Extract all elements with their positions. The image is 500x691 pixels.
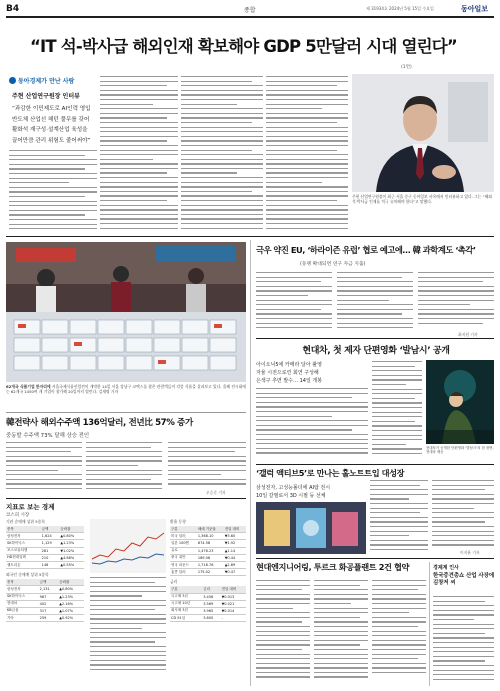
column-header: 종목 [6, 579, 39, 586]
science-byline: 최지원 기자 [458, 332, 478, 337]
subhead-line: 반도체 산업선 해턴 풀무를 갖어 [12, 116, 90, 123]
markets-notes [90, 577, 166, 677]
table [170, 586, 246, 622]
cell: SK하이닉스 [6, 540, 41, 547]
cell: 3.569 [202, 600, 220, 607]
galaxy-body-col-1 [370, 480, 428, 556]
cell: 국고채 10년 [170, 600, 202, 607]
subhead-line: 자율 시전으로린 회연 구성해 [256, 370, 319, 376]
column-header: 전일 대비 [221, 586, 246, 593]
cell: ▲2.16% [58, 600, 84, 607]
exports-body-col-1 [6, 442, 82, 494]
film-still-illustration [426, 360, 494, 444]
portrait-illustration [352, 74, 494, 192]
cell: 삼성전자 [6, 533, 41, 540]
engineering-headline: 현대엔지니어링, 투르크 화공플랜트 2건 협약 [256, 562, 409, 572]
column-header: 금리 [202, 586, 220, 593]
cell: 1,129 [41, 540, 60, 547]
market-table-3 [170, 519, 246, 622]
galaxy-byline: 이지윤 기자 [460, 550, 480, 555]
caption-credit: 김재명 기자 [98, 389, 119, 394]
cell: 1,476.23 [197, 547, 224, 554]
header-rule [6, 16, 494, 18]
table [6, 526, 84, 569]
table [170, 526, 246, 576]
cell: 회사채 3년 [170, 607, 202, 614]
rule [256, 558, 494, 559]
market-table-2 [90, 519, 166, 677]
cell: ▲4.68% [59, 554, 84, 561]
lead-photo-caption: 주현 산업연구원장이 최근 서울 중구 동아일보 사옥에서 인터뷰하고 있다. 그는 “해외 석·박사급 인재를 적극 유치해야 한다”고 말했다. [352, 194, 492, 204]
cell: ▲2.89 [224, 561, 246, 568]
table-row [6, 547, 84, 554]
lead-body-col-4 [266, 76, 348, 230]
rule [256, 338, 494, 339]
table [6, 579, 84, 622]
cell: 현대차 [6, 600, 39, 607]
table-row [170, 615, 246, 622]
table-row [6, 586, 84, 593]
table-row [6, 533, 84, 540]
column-header: 금액 [39, 579, 59, 586]
galaxy-subheads [256, 484, 366, 500]
interviewee-name: 주현 산업연구원장 인터뷰 [12, 93, 80, 100]
film-still-caption: 현대차가 공개한 단편영화 ‘발남시’의 한 장면. 현대차 제공 [426, 446, 494, 455]
subhead-line: 10일 갈필로서 3D 시필 등 선체 [256, 493, 326, 499]
cell: CD 91일 [170, 615, 202, 622]
page-header [6, 4, 494, 15]
table-caption: 금리 [170, 579, 178, 585]
table-row [6, 554, 84, 561]
column-header: 금액 [41, 526, 60, 533]
table-header-row [170, 586, 246, 593]
interview-icon [9, 77, 16, 84]
cell: 210 [41, 554, 60, 561]
cell: ▲1.14 [224, 547, 246, 554]
column-label [9, 75, 81, 85]
subhead-line: 아이오닉5에 카메라 달아 촬영 [256, 362, 322, 368]
cell: ▼0.44 [224, 554, 246, 561]
table-row [6, 593, 84, 600]
cell: ▼0.021 [221, 600, 246, 607]
cell: ▲0.55% [59, 561, 84, 568]
page-number: B4 [6, 4, 20, 14]
lead-bottom-rule [6, 236, 494, 237]
table-caption: 기관 순매매 상위 5종목 [6, 519, 46, 524]
cell: ▼1.92 [224, 540, 246, 547]
cell: 402 [39, 600, 59, 607]
cell: ▲1.23% [59, 540, 84, 547]
cell: 중국 위안 [170, 554, 197, 561]
cell: ▲0.92% [58, 615, 84, 622]
table-row [6, 600, 84, 607]
cell: 1,624 [41, 533, 60, 540]
column-divider [250, 240, 251, 686]
table-row [170, 593, 246, 600]
hyundai-body-col-2 [372, 361, 422, 458]
cell: 281 [41, 547, 60, 554]
cell: 148 [41, 561, 60, 568]
table-header-row [170, 526, 246, 533]
cell: 포스코퓨처엠 [6, 547, 41, 554]
market-illustration [6, 242, 246, 382]
cell: 1,718.76 [197, 561, 224, 568]
table-caption: 환율 동향 [170, 519, 186, 524]
lead-body-col-1 [9, 150, 97, 230]
table-row [170, 540, 246, 547]
cell: 3.965 [202, 607, 220, 614]
table-row [170, 561, 246, 568]
engineering-body-col-1 [256, 580, 310, 684]
cell: SK하이닉스 [6, 593, 39, 600]
galaxy-headline: ‘갤럭 액티브5’로 만나는 홀노트트입 대성장 [256, 468, 405, 478]
cell: ▼0.47 [224, 569, 246, 576]
market-table-1 [6, 519, 84, 622]
table-header-row [6, 579, 84, 586]
galaxy-illustration [256, 502, 366, 554]
galaxy-body-col-2 [432, 480, 494, 550]
column-label-text: 동아경제가 만난 사람 [18, 77, 75, 85]
table-row [170, 533, 246, 540]
column-header: 등락률 [59, 526, 84, 533]
section-name: 종합 [244, 7, 256, 14]
markets-title: 지표로 보는 경제 [6, 503, 55, 511]
index-chart-label [90, 519, 166, 573]
cell: ▼1.02% [59, 547, 84, 554]
cell: 3.600 [202, 615, 220, 622]
table-row [170, 600, 246, 607]
science-body-col-1 [256, 272, 332, 332]
science-headline: 극우 약진 EU, ‘하라이즌 유럽’ 협로 예고에… 韓 과학계도 ‘촉각’ [256, 245, 476, 255]
cell: ▲0.80% [58, 586, 84, 593]
cell: 3.456 [202, 593, 220, 600]
table-row [170, 547, 246, 554]
cell: 2,131 [39, 586, 59, 593]
caption-text: 서울국제식품산업전이 개막한 14일 서울 강남구 코엑스를 찾은 관람객들이 각종 식품을 살펴보고 있다. 올해 전시회에는 62개국 1450여 개 기업이 참가해 20일까지 열린다. [6, 384, 246, 394]
table-row [170, 554, 246, 561]
lead-headline-text: “IT 석-박사급 해외인재 확보해야 GDP 5만달러 시대 열린다” [30, 37, 457, 56]
subhead-line: 은색구 추면 발수… 14일 개봉 [256, 378, 323, 384]
table-row [170, 569, 246, 576]
issue-info: 제 31934호 2024년 5월 15일 수요일 [366, 6, 434, 11]
lead-body-col-3 [181, 76, 263, 230]
rule [6, 498, 246, 499]
hyundai-subheads [256, 361, 368, 385]
cell: 1,368.10 [197, 533, 224, 540]
cell: ▼3.60 [224, 533, 246, 540]
exports-body-col-3 [168, 442, 246, 494]
hyundai-body-col-1 [256, 388, 368, 458]
cell: - [221, 615, 246, 622]
interviewee-photo [352, 74, 494, 192]
exports-body-col-2 [86, 442, 162, 494]
cell: ▼0.014 [221, 607, 246, 614]
column-divider [429, 562, 430, 686]
cell: 영국 파운드 [170, 561, 197, 568]
caption-title: 62개국 식품기업 한자리에 [6, 384, 51, 389]
science-body-col-3 [418, 272, 494, 332]
personnel-label: 경제계 인사 [433, 565, 459, 571]
exports-byline: 오승준 기자 [206, 490, 226, 495]
hyundai-headline: 현대차, 첫 제자 단편영화 ‘발남시’ 공개 [302, 346, 450, 356]
cell: ▲1.07% [58, 607, 84, 614]
cell: 189.06 [197, 554, 224, 561]
cell: KB금융 [6, 607, 39, 614]
cell: 유로 [170, 547, 197, 554]
column-header: 구분 [170, 586, 202, 593]
personnel-body [433, 596, 494, 684]
subhead-line: 삼성전자, 고성능폴더에 AI탑 전시 [256, 485, 331, 491]
markets-subtitle: 코스피 시장 [6, 513, 30, 518]
table-caption: 외국인 순매매 상위 5종목 [6, 572, 49, 578]
cell: 기아 [6, 615, 39, 622]
galaxy-photo [256, 502, 366, 554]
cell: 셀트리온 [6, 561, 41, 568]
cell: ▲1.23% [58, 593, 84, 600]
rule [256, 464, 494, 465]
rule [6, 412, 246, 413]
column-header: 종목 [6, 526, 41, 533]
exports-subhead: 중동발 수주액 73% 달해 상승 전인 [6, 433, 90, 439]
table-row [6, 607, 84, 614]
cell: 국고채 3년 [170, 593, 202, 600]
column-header: 구분 [170, 526, 197, 533]
personnel-headline: 한국중견총쇼 산업 사장에 김창저 씨 [433, 573, 495, 586]
table-row [6, 561, 84, 568]
column-header: 등락률 [58, 579, 84, 586]
cell: 홍콩 달러 [170, 569, 197, 576]
subhead-line: 활화석 재구성·설계산업 육성을 [12, 127, 88, 133]
cell: 317 [39, 607, 59, 614]
brand-logo: 동아일보 [461, 4, 489, 13]
subhead-line: 끌어만큼 관리 위험도 줄어써야” [12, 137, 91, 144]
cell: 987 [39, 593, 59, 600]
table-header-row [6, 526, 84, 533]
cell: 874.58 [197, 540, 224, 547]
engineering-body-col-2 [314, 580, 368, 684]
table-row [6, 540, 84, 547]
cell: ▲0.80% [59, 533, 84, 540]
subhead-line: “과감한 이민제도로 AI인력 영입 [12, 106, 91, 112]
market-photo [6, 242, 246, 382]
cell: 삼성전자 [6, 586, 39, 593]
engineering-body-col-3 [372, 580, 426, 684]
cell: HD현대일렉 [6, 554, 41, 561]
science-body-col-2 [337, 272, 413, 332]
table-row [170, 607, 246, 614]
column-header: 전일 대비 [224, 526, 246, 533]
exports-headline: 韓전략사 해외수주액 136억달러, 전년比 57% 증가 [6, 418, 193, 428]
cell: 일본 100엔 [170, 540, 197, 547]
index-sparkline [90, 519, 166, 573]
table-row [6, 615, 84, 622]
cell: 259 [39, 615, 59, 622]
cell: ▼0.013 [221, 593, 246, 600]
lead-subheads [12, 104, 92, 146]
film-still-photo [426, 360, 494, 444]
lead-headline [30, 33, 470, 57]
cell: 미국 달러 [170, 533, 197, 540]
lead-body-col-2 [100, 76, 178, 230]
science-subhead: (동맹 확대되면 연구 자금 지출) [300, 262, 366, 267]
lead-headline-tag: (1면) [401, 65, 412, 70]
column-header: 매매 기준율 [197, 526, 224, 533]
market-photo-caption [6, 384, 246, 410]
cell: 175.02 [197, 569, 224, 576]
